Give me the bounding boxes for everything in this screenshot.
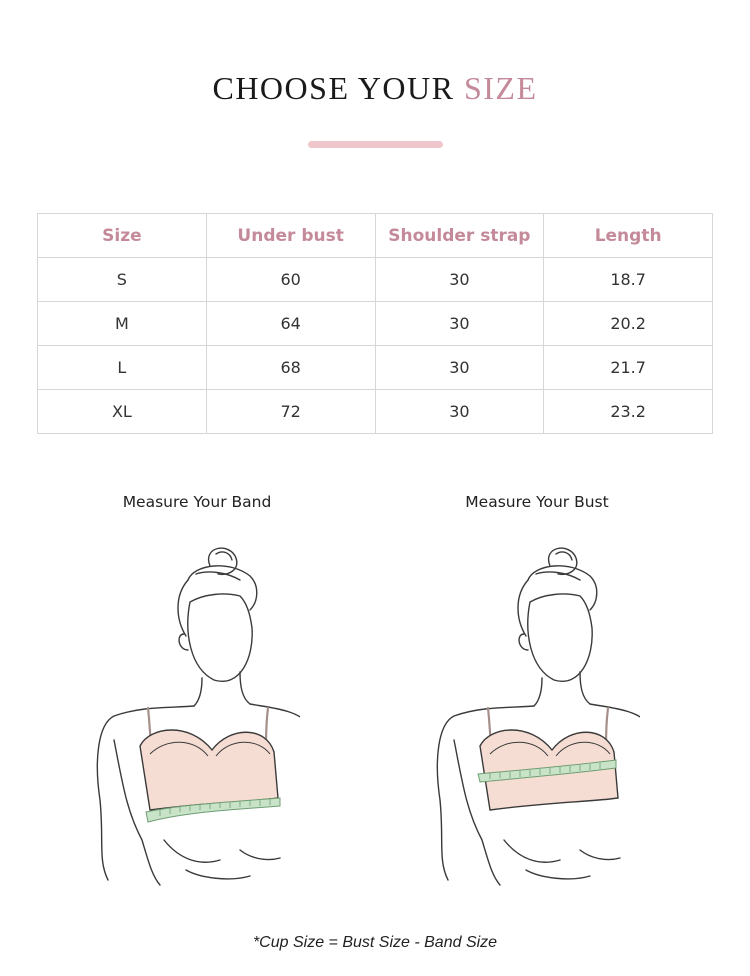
- cell-shoulder-strap: 30: [375, 302, 544, 346]
- cell-length: 20.2: [544, 302, 713, 346]
- cell-size: S: [38, 258, 207, 302]
- table-row: [38, 258, 713, 302]
- size-chart-table: [37, 213, 713, 434]
- band-measurement-illustration: [90, 540, 300, 890]
- cell-size: XL: [38, 390, 207, 434]
- cell-length: 18.7: [544, 258, 713, 302]
- table-row: [38, 346, 713, 390]
- cell-under-bust: 72: [206, 390, 375, 434]
- band-illustration-title: Measure Your Band: [122, 493, 272, 511]
- cell-under-bust: 68: [206, 346, 375, 390]
- column-header-size: Size: [38, 214, 207, 258]
- bust-illustration-title: Measure Your Bust: [465, 493, 609, 511]
- cell-shoulder-strap: 30: [375, 390, 544, 434]
- cell-size: M: [38, 302, 207, 346]
- cell-length: 23.2: [544, 390, 713, 434]
- column-header-length: Length: [544, 214, 713, 258]
- cell-shoulder-strap: 30: [375, 258, 544, 302]
- table-row: [38, 390, 713, 434]
- title-divider: [308, 141, 443, 148]
- cell-shoulder-strap: 30: [375, 346, 544, 390]
- column-header-under-bust: Under bust: [206, 214, 375, 258]
- cell-under-bust: 60: [206, 258, 375, 302]
- table-row: [38, 302, 713, 346]
- table-header-row: [38, 214, 713, 258]
- column-header-shoulder-strap: Shoulder strap: [375, 214, 544, 258]
- cell-under-bust: 64: [206, 302, 375, 346]
- page-title: [0, 70, 750, 107]
- bust-measurement-illustration: [430, 540, 640, 890]
- title-main: CHOOSE YOUR: [212, 70, 455, 106]
- cup-size-footnote: *Cup Size = Bust Size - Band Size: [252, 934, 498, 951]
- cell-length: 21.7: [544, 346, 713, 390]
- title-accent: SIZE: [463, 70, 538, 106]
- cell-size: L: [38, 346, 207, 390]
